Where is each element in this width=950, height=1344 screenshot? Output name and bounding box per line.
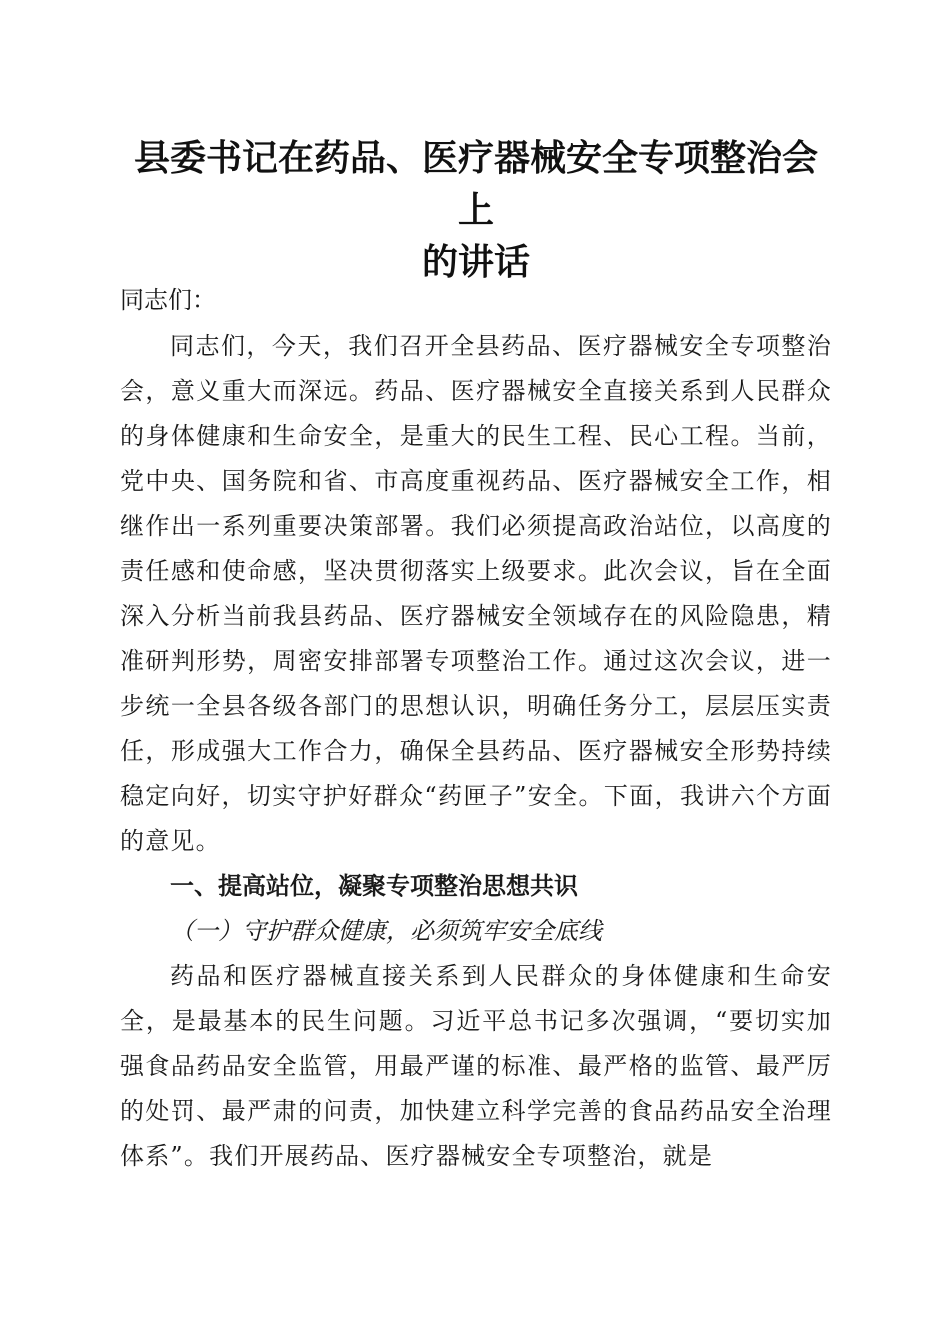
salutation: 同志们： [120,286,216,314]
subsection-heading-1-1: （一）守护群众健康，必须筑牢安全底线 [170,917,602,945]
document-title [120,132,832,288]
title-line-1: 县委书记在药品、医疗器械安全专项整治会上 [133,137,818,231]
paragraph-section-1-1: 药品和医疗器械直接关系到人民群众的身体健康和生命安全，是最基本的民生问题。习近平总书记多次强调，“要切实加强食品药品安全监管，用最严谨的标准、最严格的监管、最严厉的处罚、最严肃的问责，加快建立科学完善的食品药品安全治理体系”。我们开展药品、医疗器械安全专项整治，就是 [120,962,832,1170]
document-body [120,324,832,1179]
title-line-2: 的讲话 [421,241,530,283]
paragraph-opening: 同志们，今天，我们召开全县药品、医疗器械安全专项整治会，意义重大而深远。药品、医疗器械安全直接关系到人民群众的身体健康和生命安全，是重大的民生工程、民心工程。当前，党中央、国务院和省、市高度重视药品、医疗器械安全工作，相继作出一系列重要决策部署。我们必须提高政治站位，以高度的责任感和使命感，坚决贯彻落实上级要求。此次会议，旨在全面深入分析当前我县药品、医疗器械安全领域存在的风险隐患，精准研判形势，周密安排部署专项整治工作。通过这次会议，进一步统一全县各级各部门的思想认识，明确任务分工，层层压实责任，形成强大工作合力，确保全县药品、医疗器械安全形势持续稳定向好，切实守护好群众“药匣子”安全。下面，我讲六个方面的意见。 [120,332,832,855]
section-heading-1: 一、提高站位，凝聚专项整治思想共识 [170,872,578,900]
